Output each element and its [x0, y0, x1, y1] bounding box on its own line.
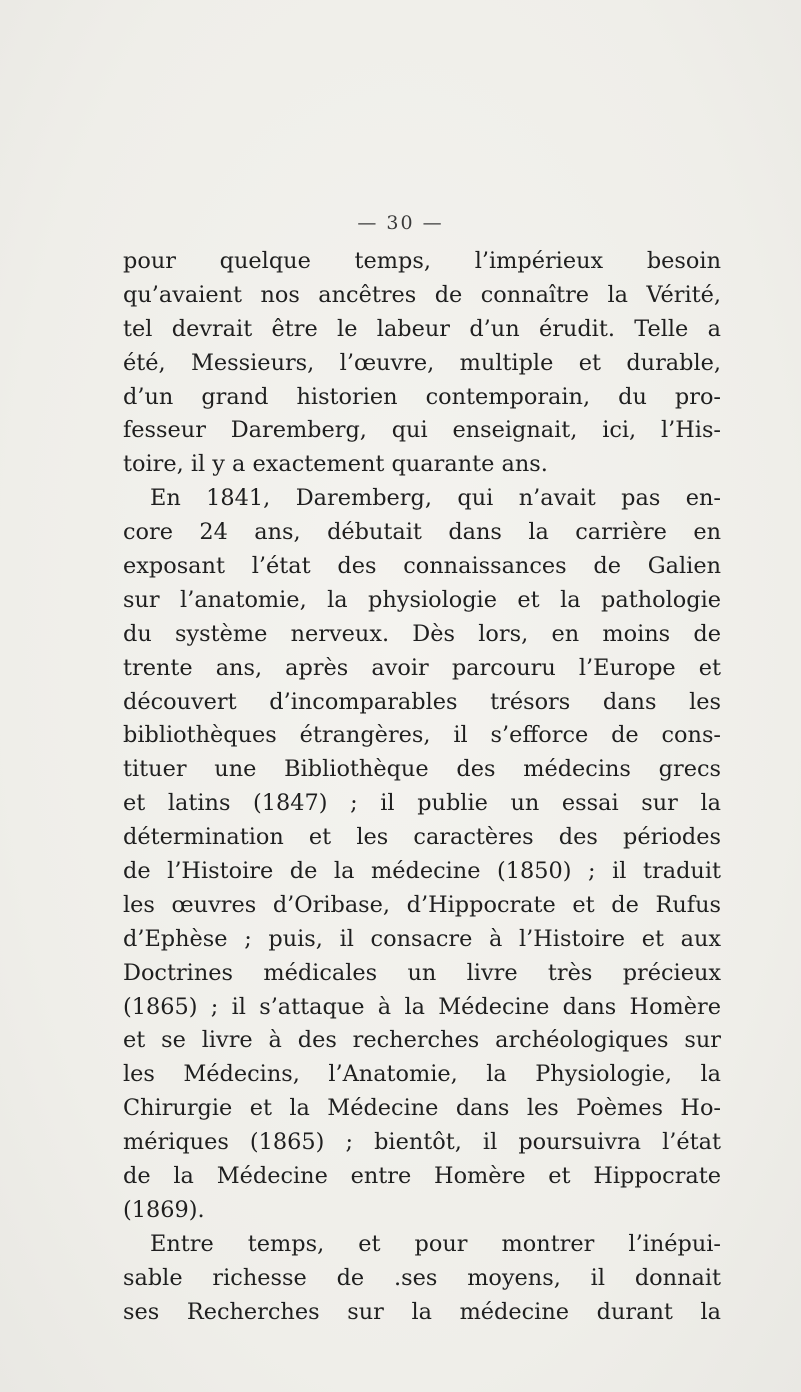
- body-text: [123, 245, 721, 1330]
- text-line: Chirurgie et la Médecine dans les Poèmes Ho-: [123, 1095, 721, 1122]
- text-line: Entre temps, et pour montrer l’inépui-: [150, 1230, 721, 1257]
- text-line: sur l’anatomie, la physiologie et la pathologie: [123, 586, 721, 613]
- text-line: d’un grand historien contemporain, du pro-: [123, 383, 721, 410]
- text-line: du système nerveux. Dès lors, en moins de: [123, 620, 721, 647]
- text-line: de l’Histoire de la médecine (1850) ; il traduit: [123, 858, 721, 885]
- text-line: détermination et les caractères des périodes: [123, 824, 721, 851]
- text-line: les Médecins, l’Anatomie, la Physiologie, la: [123, 1061, 721, 1088]
- text-line: et latins (1847) ; il publie un essai sur la: [123, 790, 721, 817]
- text-line: (1865) ; il s’attaque à la Médecine dans Homère: [123, 993, 721, 1020]
- text-line: Doctrines médicales un livre très précieux: [123, 959, 721, 986]
- text-line: En 1841, Daremberg, qui n’avait pas en-: [150, 485, 721, 512]
- text-line: et se livre à des recherches archéologiques sur: [123, 1027, 721, 1054]
- text-line: bibliothèques étrangères, il s’efforce de cons-: [123, 722, 721, 749]
- text-line: ses Recherches sur la médecine durant la: [123, 1298, 721, 1325]
- text-line: trente ans, après avoir parcouru l’Europe et: [123, 654, 721, 681]
- text-line: tel devrait être le labeur d’un érudit. Telle a: [123, 315, 721, 342]
- text-line: (1869).: [123, 1196, 205, 1223]
- text-line: les œuvres d’Oribase, d’Hippocrate et de Rufus: [123, 891, 721, 918]
- text-line: sable richesse de .ses moyens, il donnait: [123, 1264, 721, 1291]
- text-line: de la Médecine entre Homère et Hippocrate: [123, 1163, 721, 1190]
- text-line: pour quelque temps, l’impérieux besoin: [123, 248, 721, 274]
- text-line: tituer une Bibliothèque des médecins grecs: [123, 756, 721, 783]
- text-line: découvert d’incomparables trésors dans les: [123, 688, 721, 715]
- text-line: mériques (1865) ; bientôt, il poursuivra l’état: [123, 1129, 721, 1156]
- text-line: exposant l’état des connaissances de Galien: [123, 553, 721, 580]
- page-number: — 30 —: [357, 212, 444, 234]
- text-line: été, Messieurs, l’œuvre, multiple et durable,: [123, 349, 721, 376]
- text-line: d’Ephèse ; puis, il consacre à l’Histoire et aux: [123, 925, 721, 952]
- text-line: qu’avaient nos ancêtres de connaître la Vérité,: [123, 281, 721, 308]
- text-line: toire, il y a exactement quarante ans.: [123, 451, 548, 478]
- text-line: core 24 ans, débutait dans la carrière en: [123, 519, 721, 546]
- text-line: fesseur Daremberg, qui enseignait, ici, l’His-: [123, 417, 721, 444]
